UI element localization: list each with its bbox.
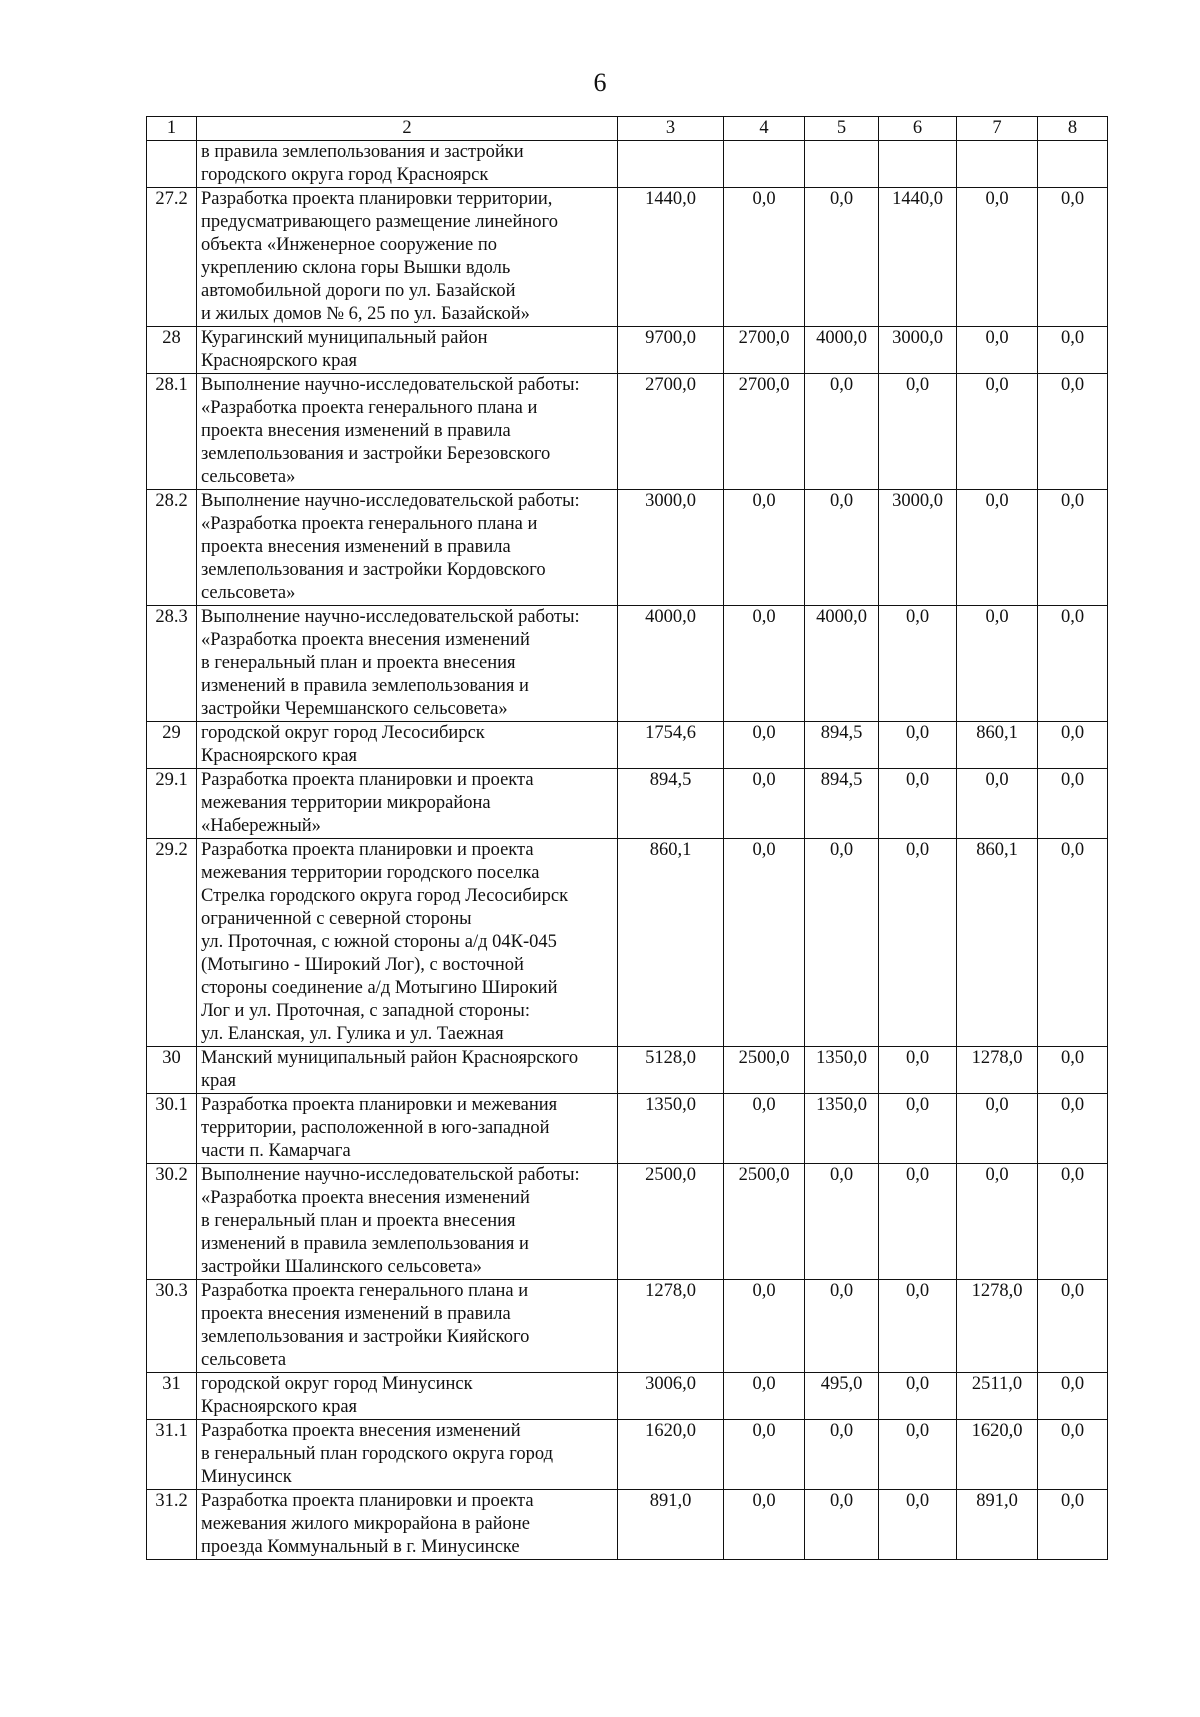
amount-cell: 0,0 [1038,722,1108,769]
amount-cell: 2700,0 [618,374,724,490]
table-row [147,1094,1108,1164]
row-number: 29.1 [147,769,197,839]
amount-cell: 0,0 [957,374,1038,490]
amount-cell: 2500,0 [724,1047,805,1094]
amount-cell: 2700,0 [724,374,805,490]
amount-cell: 2500,0 [618,1164,724,1280]
row-description: Разработка проекта планировки и межевания территории, расположенной в юго-западной части п. Камарчага [197,1094,618,1164]
amount-cell: 3006,0 [618,1373,724,1420]
row-description: Выполнение научно-исследовательской работы: «Разработка проекта генерального плана и проекта внесения изменений в правила землепользования и застройки Кордовского сельсовета» [197,490,618,606]
row-number: 27.2 [147,188,197,327]
amount-cell: 0,0 [724,722,805,769]
amount-cell: 3000,0 [618,490,724,606]
row-description: Выполнение научно-исследовательской работы: «Разработка проекта генерального плана и проекта внесения изменений в правила землепользования и застройки Березовского сельсовета» [197,374,618,490]
amount-cell: 0,0 [879,839,957,1047]
table-row [147,327,1108,374]
amount-cell: 0,0 [805,188,879,327]
amount-cell: 891,0 [618,1490,724,1560]
amount-cell: 1350,0 [805,1047,879,1094]
column-header: 8 [1038,117,1108,141]
amount-cell: 0,0 [724,1094,805,1164]
amount-cell: 0,0 [1038,1164,1108,1280]
amount-cell: 0,0 [879,1373,957,1420]
row-description: в правила землепользования и застройки городского округа город Красноярск [197,141,618,188]
row-number: 30.1 [147,1094,197,1164]
row-description: Манский муниципальный район Красноярского края [197,1047,618,1094]
amount-cell: 0,0 [724,1373,805,1420]
table-row [147,1164,1108,1280]
row-description: Курагинский муниципальный район Красноярского края [197,327,618,374]
column-header: 1 [147,117,197,141]
amount-cell [724,141,805,188]
amount-cell: 0,0 [805,1490,879,1560]
row-number: 28 [147,327,197,374]
table-row [147,1420,1108,1490]
amount-cell: 1278,0 [618,1280,724,1373]
amount-cell: 0,0 [805,1420,879,1490]
amount-cell: 860,1 [957,839,1038,1047]
amount-cell [618,141,724,188]
amount-cell: 1350,0 [805,1094,879,1164]
amount-cell: 0,0 [1038,1047,1108,1094]
row-description: городской округ город Лесосибирск Красноярского края [197,722,618,769]
amount-cell: 0,0 [957,327,1038,374]
budget-table [146,116,1108,1560]
table-row [147,141,1108,188]
amount-cell: 0,0 [957,490,1038,606]
amount-cell: 0,0 [879,1094,957,1164]
amount-cell: 0,0 [805,1164,879,1280]
column-header: 7 [957,117,1038,141]
amount-cell: 0,0 [957,606,1038,722]
amount-cell: 894,5 [805,769,879,839]
column-header: 6 [879,117,957,141]
table-header-row [147,117,1108,141]
amount-cell: 860,1 [957,722,1038,769]
row-description: Разработка проекта генерального плана и проекта внесения изменений в правила землепользования и застройки Кияйского сельсовета [197,1280,618,1373]
amount-cell: 0,0 [879,1047,957,1094]
amount-cell: 0,0 [879,1490,957,1560]
amount-cell: 0,0 [805,1280,879,1373]
amount-cell: 0,0 [957,1164,1038,1280]
amount-cell: 2500,0 [724,1164,805,1280]
row-number: 31.1 [147,1420,197,1490]
amount-cell: 4000,0 [805,606,879,722]
amount-cell: 0,0 [805,490,879,606]
amount-cell: 0,0 [1038,1490,1108,1560]
amount-cell: 2511,0 [957,1373,1038,1420]
amount-cell: 0,0 [879,722,957,769]
amount-cell: 5128,0 [618,1047,724,1094]
amount-cell: 1440,0 [879,188,957,327]
amount-cell: 0,0 [879,1420,957,1490]
table-row [147,839,1108,1047]
amount-cell: 0,0 [1038,769,1108,839]
amount-cell: 1620,0 [618,1420,724,1490]
amount-cell: 4000,0 [618,606,724,722]
column-header: 4 [724,117,805,141]
amount-cell: 0,0 [1038,188,1108,327]
row-number: 29.2 [147,839,197,1047]
table-row [147,490,1108,606]
row-description: Разработка проекта планировки и проекта межевания жилого микрорайона в районе проезда Коммунальный в г. Минусинске [197,1490,618,1560]
amount-cell: 495,0 [805,1373,879,1420]
amount-cell: 0,0 [879,769,957,839]
amount-cell: 1350,0 [618,1094,724,1164]
table-row [147,1490,1108,1560]
amount-cell: 0,0 [1038,327,1108,374]
amount-cell: 0,0 [957,769,1038,839]
amount-cell: 1278,0 [957,1280,1038,1373]
amount-cell: 0,0 [805,839,879,1047]
amount-cell: 0,0 [1038,1094,1108,1164]
row-number: 30.3 [147,1280,197,1373]
amount-cell: 3000,0 [879,327,957,374]
amount-cell: 0,0 [1038,839,1108,1047]
amount-cell: 0,0 [724,490,805,606]
amount-cell: 0,0 [724,606,805,722]
amount-cell [957,141,1038,188]
amount-cell: 0,0 [1038,490,1108,606]
row-description: городской округ город Минусинск Красноярского края [197,1373,618,1420]
amount-cell: 3000,0 [879,490,957,606]
amount-cell [1038,141,1108,188]
table-row [147,374,1108,490]
amount-cell: 0,0 [724,1490,805,1560]
amount-cell: 0,0 [1038,1373,1108,1420]
column-header: 3 [618,117,724,141]
amount-cell: 1754,6 [618,722,724,769]
table-row [147,1280,1108,1373]
row-number: 30.2 [147,1164,197,1280]
amount-cell: 0,0 [724,1280,805,1373]
amount-cell: 9700,0 [618,327,724,374]
amount-cell [879,141,957,188]
amount-cell: 0,0 [1038,1280,1108,1373]
amount-cell: 0,0 [879,606,957,722]
amount-cell: 0,0 [879,1280,957,1373]
row-description: Разработка проекта планировки и проекта межевания территории микрорайона «Набережный» [197,769,618,839]
amount-cell: 0,0 [879,374,957,490]
amount-cell: 0,0 [724,769,805,839]
row-number: 31.2 [147,1490,197,1560]
row-description: Выполнение научно-исследовательской работы: «Разработка проекта внесения изменений в генеральный план и проекта внесения изменений в правила землепользования и застройки Черемшанского сельсовета» [197,606,618,722]
row-number: 30 [147,1047,197,1094]
amount-cell: 2700,0 [724,327,805,374]
row-description: Разработка проекта планировки и проекта межевания территории городского поселка Стрелка городского округа город Лесосибирск ограниченной с северной стороны ул. Проточная, с южной стороны а/д 04К-045 (Мотыгино - Широкий Лог), с восточной стороны соединение а/д Мотыгино Широкий Лог и ул. Проточная, с западной стороны: ул. Еланская, ул. Гулика и ул. Таежная [197,839,618,1047]
row-number: 28.1 [147,374,197,490]
row-number: 28.2 [147,490,197,606]
table-body [147,117,1108,1560]
amount-cell: 860,1 [618,839,724,1047]
column-header: 5 [805,117,879,141]
amount-cell: 1440,0 [618,188,724,327]
row-number: 28.3 [147,606,197,722]
amount-cell [805,141,879,188]
amount-cell: 0,0 [805,374,879,490]
amount-cell: 1278,0 [957,1047,1038,1094]
table-row [147,769,1108,839]
table-row [147,1373,1108,1420]
row-number [147,141,197,188]
amount-cell: 4000,0 [805,327,879,374]
amount-cell: 0,0 [879,1164,957,1280]
amount-cell: 0,0 [1038,1420,1108,1490]
amount-cell: 0,0 [957,1094,1038,1164]
column-header: 2 [197,117,618,141]
amount-cell: 894,5 [618,769,724,839]
amount-cell: 0,0 [1038,606,1108,722]
amount-cell: 0,0 [724,1420,805,1490]
row-number: 29 [147,722,197,769]
amount-cell: 0,0 [724,188,805,327]
table-row [147,1047,1108,1094]
amount-cell: 0,0 [957,188,1038,327]
table-row [147,722,1108,769]
amount-cell: 0,0 [1038,374,1108,490]
page-number: 6 [593,68,607,97]
amount-cell: 1620,0 [957,1420,1038,1490]
table-row [147,606,1108,722]
amount-cell: 0,0 [724,839,805,1047]
row-number: 31 [147,1373,197,1420]
row-description: Разработка проекта планировки территории, предусматривающего размещение линейного объекта «Инженерное сооружение по укреплению склона горы Вышки вдоль автомобильной дороги по ул. Базайской и жилых домов № 6, 25 по ул. Базайской» [197,188,618,327]
row-description: Выполнение научно-исследовательской работы: «Разработка проекта внесения изменений в генеральный план и проекта внесения изменений в правила землепользования и застройки Шалинского сельсовета» [197,1164,618,1280]
row-description: Разработка проекта внесения изменений в генеральный план городского округа город Минусинск [197,1420,618,1490]
table-row [147,188,1108,327]
amount-cell: 894,5 [805,722,879,769]
amount-cell: 891,0 [957,1490,1038,1560]
